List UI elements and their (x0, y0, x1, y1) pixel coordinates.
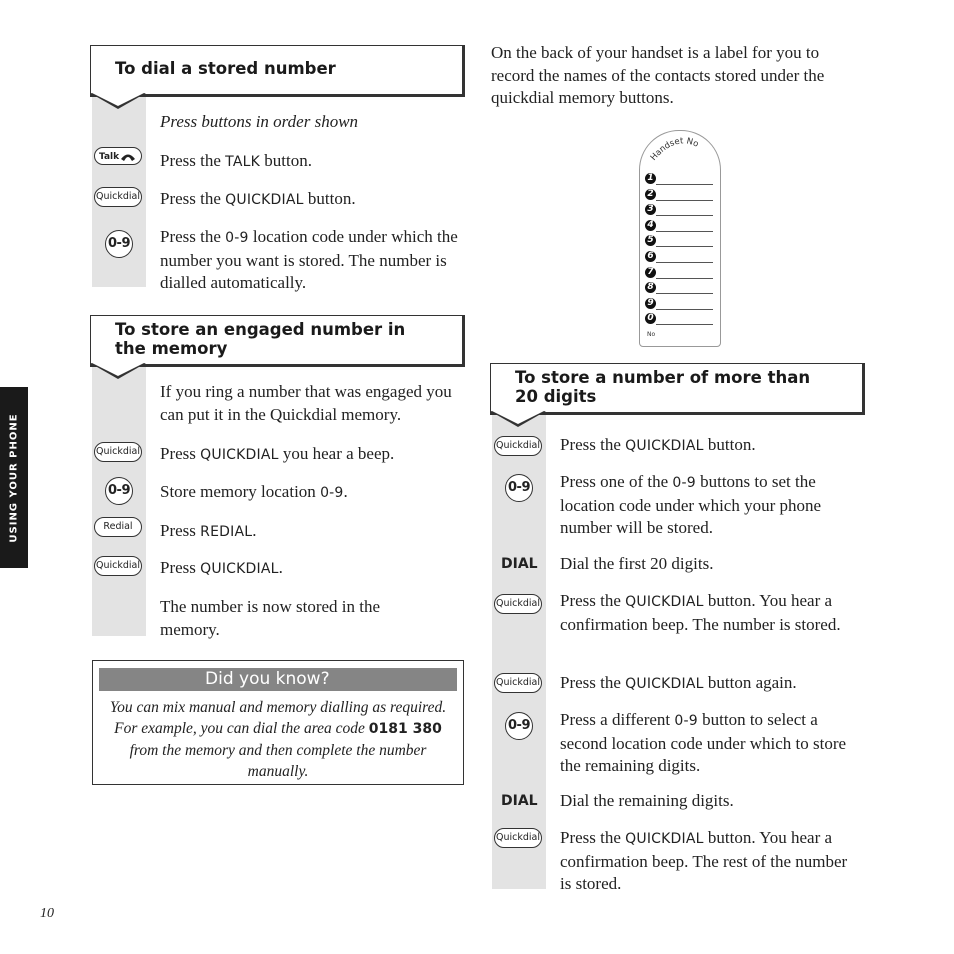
section-side-tab (0, 387, 28, 568)
memory-slot-line (656, 246, 713, 247)
did-you-know-box (92, 660, 464, 785)
side-tab-label: USING YOUR PHONE (8, 412, 20, 543)
quickdial-button-icon: Quickdial (494, 828, 542, 848)
section-title-dial: To dial a stored number (115, 59, 336, 78)
memory-slot-number: 9 (645, 298, 656, 309)
header-notch (88, 93, 150, 113)
instruction-intro: If you ring a number that was engaged you can put it in the Quickdial memory. (160, 382, 452, 424)
step-text: Press the QUICKDIAL button. (560, 435, 756, 454)
quickdial-button-icon: Quickdial (94, 556, 142, 576)
label-footer: No (647, 331, 656, 338)
quickdial-button-icon: Quickdial (494, 594, 542, 614)
step-text: Press the 0-9 location code under which the number you want is stored. The number is dialled automatically. (160, 227, 458, 292)
step-text: Press the QUICKDIAL button. (160, 189, 356, 208)
memory-slot-number: 0 (645, 313, 656, 324)
memory-slot-line (656, 324, 713, 325)
memory-slot-number: 2 (645, 189, 656, 200)
quickdial-button-icon: Quickdial (494, 436, 542, 456)
dial-digits-icon: DIAL (501, 793, 538, 809)
memory-slot-line (656, 184, 713, 185)
label-intro-text: On the back of your handset is a label for you to record the names of the contacts stored under the quickdial memory buttons. (491, 43, 825, 107)
digit-keys-icon: 0-9 (105, 230, 133, 258)
memory-slot-number: 7 (645, 267, 656, 278)
memory-slot-line (656, 262, 713, 263)
phone-handset-icon (119, 150, 137, 164)
instruction-outro: The number is now stored in the memory. (160, 597, 381, 639)
memory-slot-line (656, 309, 713, 310)
step-text: Press QUICKDIAL. (160, 558, 283, 577)
memory-slot-number: 5 (645, 235, 656, 246)
step-text: Dial the remaining digits. (560, 791, 734, 810)
memory-slot-line (656, 200, 713, 201)
step-text: Press the TALK button. (160, 151, 312, 170)
dial-digits-icon: DIAL (501, 556, 538, 572)
did-you-know-text: You can mix manual and memory dialling as required. For example, you can dial the area code 0181 380 from the memory and then complete the number manually. (109, 699, 447, 780)
section-title-20-digits: To store a number of more than 20 digits (515, 368, 811, 406)
section-title-engaged: To store an engaged number in the memory (115, 320, 406, 358)
quickdial-button-icon: Quickdial (494, 673, 542, 693)
step-text: Press one of the 0-9 buttons to set the location code under which your phone number will be stored. (560, 472, 822, 537)
instruction-intro: Press buttons in order shown (160, 112, 359, 131)
did-you-know-title: Did you know? (99, 668, 457, 691)
memory-slot-number: 8 (645, 282, 656, 293)
redial-button-icon: Redial (94, 517, 142, 537)
step-text: Press the QUICKDIAL button. You hear a confirmation beep. The rest of the number is stored. (560, 828, 848, 893)
step-text: Store memory location 0-9. (160, 482, 348, 501)
talk-button-icon: Talk (94, 147, 142, 165)
quickdial-button-icon: Quickdial (94, 442, 142, 462)
svg-text:Handset No: Handset No (648, 136, 700, 163)
handset-no-heading (640, 131, 720, 171)
digit-keys-icon: 0-9 (105, 477, 133, 505)
step-text: Press the QUICKDIAL button. You hear a confirmation beep. The number is stored. (560, 591, 841, 634)
memory-slot-line (656, 278, 713, 279)
step-text: Press the QUICKDIAL button again. (560, 673, 797, 692)
header-notch (88, 363, 150, 383)
digit-keys-icon: 0-9 (505, 474, 533, 502)
page-number: 10 (40, 906, 54, 921)
header-notch (488, 411, 550, 431)
digit-keys-icon: 0-9 (505, 712, 533, 740)
step-text: Press a different 0-9 button to select a second location code under which to store the remaining digits. (560, 710, 847, 775)
step-text: Dial the first 20 digits. (560, 554, 714, 573)
memory-slot-line (656, 231, 713, 232)
memory-slot-number: 4 (645, 220, 656, 231)
memory-slot-number: 3 (645, 204, 656, 215)
step-text: Press REDIAL. (160, 521, 257, 540)
handset-label-card (639, 130, 721, 347)
memory-slot-line (656, 215, 713, 216)
memory-slot-number: 1 (645, 173, 656, 184)
step-text: Press QUICKDIAL you hear a beep. (160, 444, 395, 463)
memory-slot-line (656, 293, 713, 294)
memory-slot-number: 6 (645, 251, 656, 262)
quickdial-button-icon: Quickdial (94, 187, 142, 207)
